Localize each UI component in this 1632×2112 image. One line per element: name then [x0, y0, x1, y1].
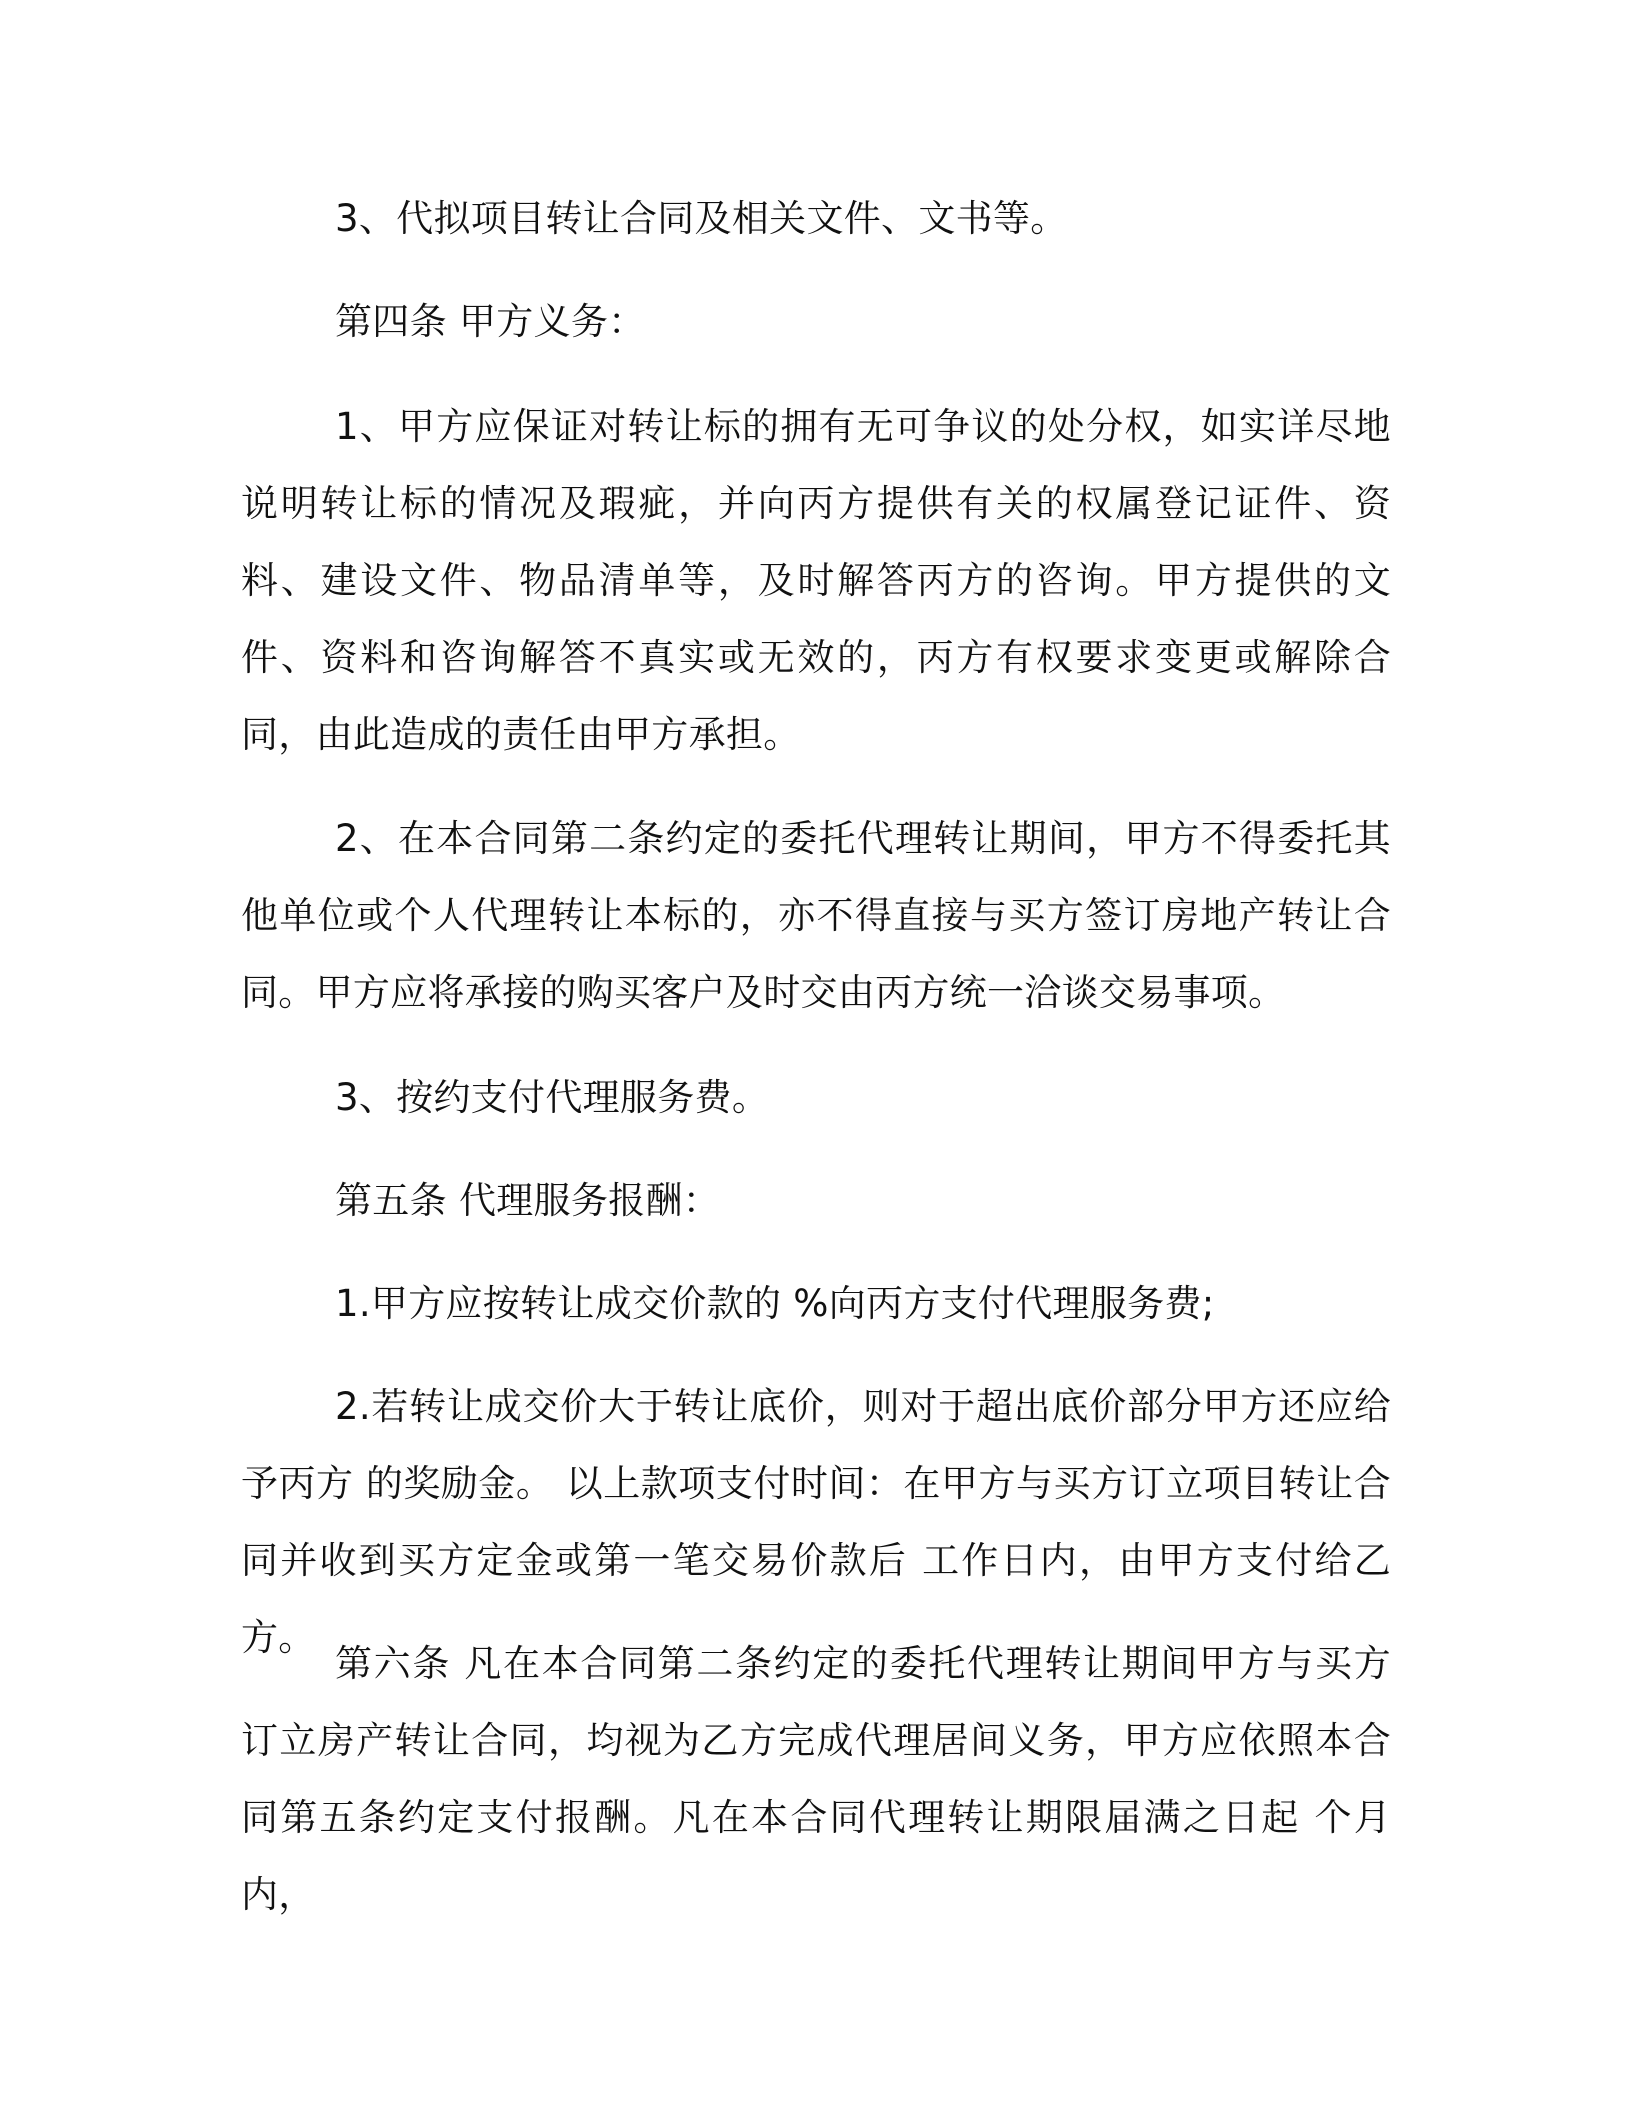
heading-article-4: 第四条 甲方义务： — [335, 300, 646, 343]
paragraph-article-4-item-2: 2、在本合同第二条约定的委托代理转让期间，甲方不得委托其他单位或个人代理转让本标的，亦不得直接与买方签订房地产转让合同。甲方应将承接的购买客户及时交由丙方统一洽谈交易事项。 — [241, 817, 1391, 1014]
paragraph-article-6: 第六条 凡在本合同第二条约定的委托代理转让期间甲方与买方订立房产转让合同，均视为乙方完成代理居间义务，甲方应依照本合同第五条约定支付报酬。凡在本合同代理转让期限届满之日起 个月内， — [241, 1642, 1391, 1916]
paragraph-article-5-item-2: 2.若转让成交价大于转让底价，则对于超出底价部分甲方还应给予丙方 的奖励金。 以上款项支付时间：在甲方与买方订立项目转让合同并收到买方定金或第一笔交易价款后 工作日内，由甲方支付给乙方。 — [241, 1385, 1391, 1659]
paragraph-article-4-item-1: 1、甲方应保证对转让标的拥有无可争议的处分权，如实详尽地说明转让标的情况及瑕疵，并向丙方提供有关的权属登记证件、资料、建设文件、物品清单等，及时解答丙方的咨询。甲方提供的文件、资料和咨询解答不真实或无效的，丙方有权要求变更或解除合同，由此造成的责任由甲方承担。 — [241, 405, 1391, 756]
paragraph-item-3-drafting: 3、代拟项目转让合同及相关文件、文书等。 — [335, 197, 1068, 240]
paragraph-article-4-item-3: 3、按约支付代理服务费。 — [335, 1076, 770, 1119]
heading-article-5: 第五条 代理服务报酬： — [335, 1179, 721, 1222]
paragraph-article-5-item-1: 1.甲方应按转让成交价款的 %向丙方支付代理服务费; — [335, 1282, 1215, 1325]
